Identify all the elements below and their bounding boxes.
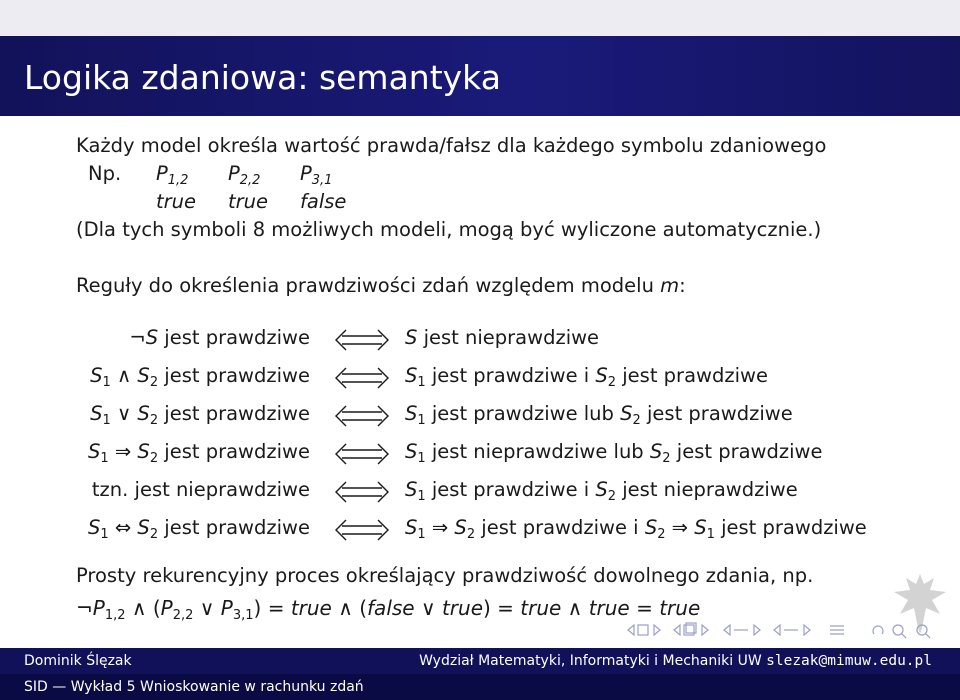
top-band — [0, 0, 960, 36]
models-note: (Dla tych symboli 8 możliwych modeli, mogą być wyliczone automatycznie.) — [76, 218, 822, 241]
footer-affiliation: Wydział Matematyki, Informatyki i Mechaniki UW slezak@mimuw.edu.pl — [419, 653, 932, 669]
iff-arrow-icon — [332, 518, 392, 542]
iff-arrow-icon — [332, 328, 392, 352]
rule-2-right: $S_1$ jest prawdziwe i $S_2$ jest prawdziwe — [405, 364, 768, 390]
rule-3-right: $S_1$ jest prawdziwe lub $S_2$ jest prawdziwe — [405, 402, 793, 428]
np-line — [88, 162, 121, 185]
example-formula: $\neg P_{1,2}$ ∧ ($P_{2,2}$ ∨ $P_{3,1}$) = true ∧ (false ∨ true) = true ∧ true = true — [76, 596, 701, 623]
footer-email: slezak@mimuw.edu.pl — [766, 653, 932, 669]
footer-bar — [0, 648, 960, 674]
np-label: Np. — [88, 162, 122, 185]
rules-intro: Reguły do określenia prawdziwości zdań względem modelu m: — [76, 274, 686, 297]
rule-3-left: $S_1$ ∨ $S_2$ jest prawdziwe — [90, 402, 310, 428]
value-p12: true — [156, 190, 197, 213]
rule-1-left: ¬S jest prawdziwe — [129, 326, 310, 349]
rule-4-left: $S_1$ ⇒ $S_2$ jest prawdziwe — [88, 440, 310, 466]
footer-lecture: SID — Wykład 5 Wnioskowanie w rachunku zdań — [24, 679, 364, 695]
beamer-navigation-icons[interactable] — [624, 620, 954, 640]
symbol-p12: $P_{1,2}$ — [156, 162, 189, 188]
symbol-p22: $P_{2,2}$ — [228, 162, 261, 188]
iff-arrow-icon — [332, 366, 392, 390]
rule-5-right: $S_1$ jest prawdziwe i $S_2$ jest nieprawdziwe — [405, 478, 798, 504]
iff-arrow-icon — [332, 442, 392, 466]
iff-arrow-icon — [332, 404, 392, 428]
rule-5-left: tzn. jest nieprawdziwe — [91, 478, 310, 501]
rule-6-right: $S_1$ ⇒ $S_2$ jest prawdziwe i $S_2$ ⇒ $S_1$ jest prawdziwe — [405, 516, 867, 542]
rule-2-left: $S_1$ ∧ $S_2$ jest prawdziwe — [90, 364, 310, 390]
rule-6-left: $S_1$ ⇔ $S_2$ jest prawdziwe — [88, 516, 310, 542]
footer-bar-lecture — [0, 674, 960, 700]
recursive-sentence: Prosty rekurencyjny proces określający prawdziwość dowolnego zdania, np. — [76, 564, 814, 587]
iff-arrow-icon — [332, 480, 392, 504]
value-p31: false — [300, 190, 347, 213]
symbol-p31: $P_{3,1}$ — [300, 162, 333, 188]
value-p22: true — [228, 190, 269, 213]
rule-4-right: $S_1$ jest nieprawdziwe lub $S_2$ jest prawdziwe — [405, 440, 823, 466]
slide-title: Logika zdaniowa: semantyka — [24, 58, 501, 97]
footer-author: Dominik Ślęzak — [24, 653, 132, 669]
rule-1-right: S jest nieprawdziwe — [405, 326, 600, 349]
model-sentence: Każdy model określa wartość prawda/fałsz dla każdego symbolu zdaniowego — [76, 134, 827, 157]
title-bar — [0, 36, 960, 116]
